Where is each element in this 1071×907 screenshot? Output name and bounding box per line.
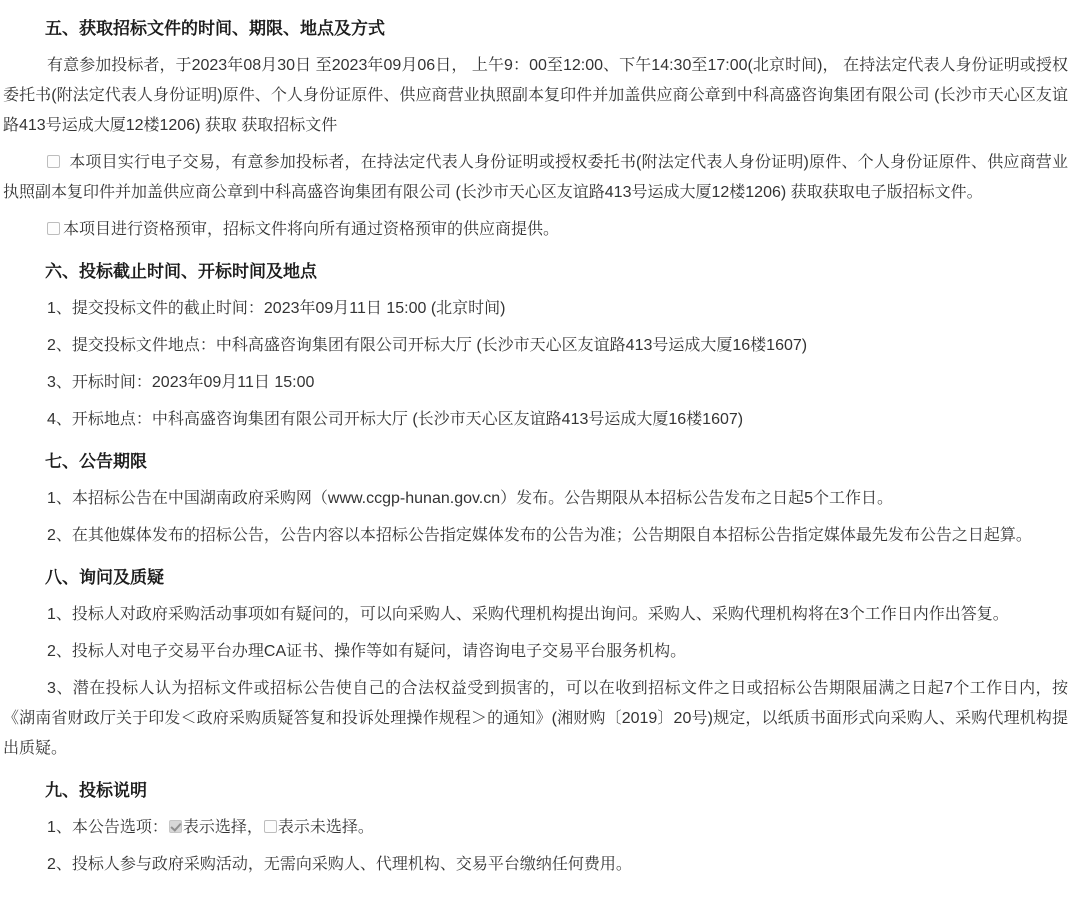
list-item xyxy=(3,484,1068,514)
list-item xyxy=(3,674,1068,764)
list-item xyxy=(3,521,1068,551)
section-heading: 六、投标截止时间、开标时间及地点 xyxy=(45,262,317,281)
paragraph-text: 4、开标地点：中科高盛咨询集团有限公司开标大厅 (长沙市天心区友谊路413号运成大厦16楼1607) xyxy=(47,411,744,428)
section-heading: 五、获取招标文件的时间、期限、地点及方式 xyxy=(45,19,385,38)
paragraph-text: 本项目进行资格预审，招标文件将向所有通过资格预审的供应商提供。 xyxy=(63,221,560,238)
section-obtain-bid-documents xyxy=(3,16,1068,245)
paragraph-prequalification xyxy=(3,215,1068,245)
checkbox-unchecked-icon xyxy=(264,820,277,833)
paragraph-text: 2、提交投标文件地点：中科高盛咨询集团有限公司开标大厅 (长沙市天心区友谊路413号运成大厦16楼1607) xyxy=(47,337,808,354)
list-item xyxy=(3,331,1068,361)
paragraph-text: 1、投标人对政府采购活动事项如有疑问的，可以向采购人、采购代理机构提出询问。采购人、采购代理机构将在3个工作日内作出答复。 xyxy=(47,606,1009,623)
paragraph-text: 3、开标时间：2023年09月11日 15:00 xyxy=(47,374,315,391)
paragraph-text: 2、投标人对电子交易平台办理CA证书、操作等如有疑问，请咨询电子交易平台服务机构。 xyxy=(47,643,687,660)
section-heading: 八、询问及质疑 xyxy=(45,568,164,587)
list-item xyxy=(3,294,1068,324)
paragraph-electronic-trading xyxy=(3,148,1068,208)
checkbox-legend xyxy=(3,813,1068,843)
paragraph-text: 表示选择， xyxy=(182,819,263,836)
list-item xyxy=(3,600,1068,630)
list-item xyxy=(3,850,1068,880)
paragraph-text: 2、在其他媒体发布的招标公告，公告内容以本招标公告指定媒体发布的公告为准；公告期限自本招标公告指定媒体最先发布公告之日起算。 xyxy=(47,527,1032,544)
section-heading: 七、公告期限 xyxy=(45,452,147,471)
paragraph-text: 2、投标人参与政府采购活动，无需向采购人、代理机构、交易平台缴纳任何费用。 xyxy=(47,856,632,873)
paragraph-text: 有意参加投标者，于2023年08月30日 至2023年09月06日， 上午9：00至12:00、下午14:30至17:00(北京时间)， 在持法定代表人身份证明或授权委托书(附法定代表人身份证明)原件、个人身份证原件、供应商营业执照副本复印件并加盖供应商公章到中科高盛咨询集团有限公司 (长沙市天心区友谊路413号运成大厦12楼1206) 获取 获取招标文件 xyxy=(3,57,1068,134)
paragraph-text: 3、潜在投标人认为招标文件或招标公告使自己的合法权益受到损害的，可以在收到招标文件之日或招标公告期限届满之日起7个工作日内，按《湖南省财政厅关于印发＜政府采购质疑答复和投诉处理操作规程＞的通知》(湘财购〔2019〕20号)规定，以纸质书面形式向采购人、采购代理机构提出质疑。 xyxy=(3,680,1068,757)
section-bidding-instructions xyxy=(3,778,1068,880)
section-inquiry-and-challenge xyxy=(3,565,1068,764)
paragraph xyxy=(3,51,1068,141)
section-heading: 九、投标说明 xyxy=(45,781,147,800)
list-item xyxy=(3,368,1068,398)
checkbox-unchecked-icon xyxy=(47,222,60,235)
paragraph-text: 1、本招标公告在中国湖南政府采购网（www.ccgp-hunan.gov.cn）发布。公告期限从本招标公告发布之日起5个工作日。 xyxy=(47,490,894,507)
checkbox-checked-icon xyxy=(169,820,182,833)
paragraph-text: 表示未选择。 xyxy=(277,819,374,836)
section-announcement-period xyxy=(3,449,1068,551)
paragraph-text: 本项目实行电子交易，有意参加投标者，在持法定代表人身份证明或授权委托书(附法定代表人身份证明)原件、个人身份证原件、供应商营业执照副本复印件并加盖供应商公章到中科高盛咨询集团有限公司 (长沙市天心区友谊路413号运成大厦12楼1206) 获取获取电子版招标文件。 xyxy=(3,154,1068,201)
checkbox-unchecked-icon xyxy=(47,155,60,168)
paragraph-text: 1、本公告选项： xyxy=(47,819,168,836)
paragraph-text: 1、提交投标文件的截止时间：2023年09月11日 15:00 (北京时间) xyxy=(47,300,506,317)
list-item xyxy=(3,637,1068,667)
list-item xyxy=(3,405,1068,435)
section-deadline-and-opening xyxy=(3,259,1068,435)
